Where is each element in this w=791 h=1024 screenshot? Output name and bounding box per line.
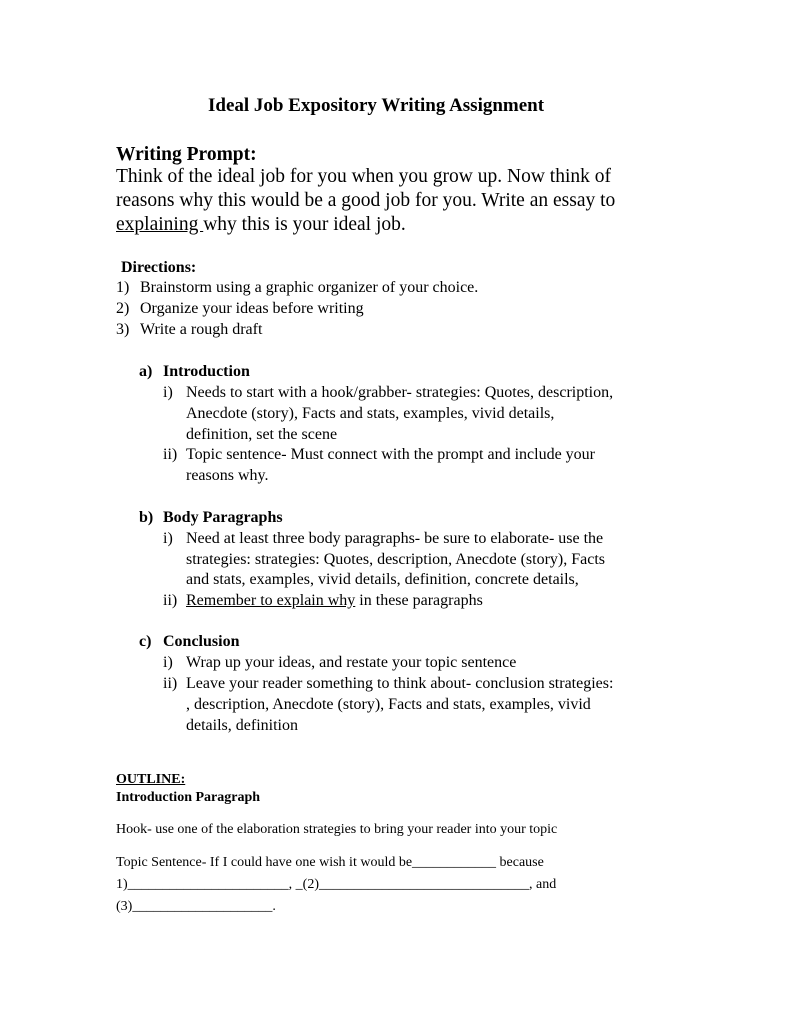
section-letter: b) bbox=[139, 509, 154, 526]
outline-heading: OUTLINE: bbox=[116, 772, 186, 787]
item-line: details, definition bbox=[186, 717, 298, 734]
item-num: i) bbox=[163, 530, 173, 547]
body-paragraphs-heading: Body Paragraphs bbox=[163, 509, 283, 526]
prompt-line-2: reasons why this would be a good job for you. Write an essay to bbox=[116, 190, 616, 211]
item-line: Wrap up your ideas, and restate your topic sentence bbox=[186, 654, 517, 671]
prompt-underlined-word: explaining bbox=[116, 214, 204, 235]
item-num: i) bbox=[163, 654, 173, 671]
prompt-line-1: Think of the ideal job for you when you grow up. Now think of bbox=[116, 166, 612, 187]
item-line: Topic sentence- Must connect with the prompt and include your bbox=[186, 446, 595, 463]
direction-step-num: 1) bbox=[116, 279, 130, 296]
item-line: Anecdote (story), Facts and stats, examples, vivid details, bbox=[186, 405, 555, 422]
direction-step-num: 3) bbox=[116, 321, 130, 338]
section-letter: a) bbox=[139, 363, 153, 380]
document-title: Ideal Job Expository Writing Assignment bbox=[208, 95, 545, 116]
topic-sentence-line-1: Topic Sentence- If I could have one wish it would be____________ because bbox=[116, 855, 544, 870]
item-num: i) bbox=[163, 384, 173, 401]
item-line bbox=[186, 593, 483, 609]
hook-line: Hook- use one of the elaboration strategies to bring your reader into your topic bbox=[116, 822, 558, 837]
item-line: Leave your reader something to think about- conclusion strategies: bbox=[186, 675, 614, 692]
item-num: ii) bbox=[163, 592, 178, 609]
item-line: strategies: strategies: Quotes, description, Anecdote (story), Facts bbox=[186, 551, 606, 568]
introduction-heading: Introduction bbox=[163, 363, 250, 380]
writing-prompt-heading: Writing Prompt: bbox=[116, 144, 257, 165]
prompt-line-3 bbox=[116, 215, 406, 235]
topic-sentence-line-2: 1)_______________________, _(2)______________________________, and bbox=[116, 877, 557, 892]
item-line: Needs to start with a hook/grabber- strategies: Quotes, description, bbox=[186, 384, 614, 401]
introduction-paragraph-subheading: Introduction Paragraph bbox=[116, 790, 261, 805]
direction-step-text: Write a rough draft bbox=[140, 321, 263, 338]
section-letter: c) bbox=[139, 633, 152, 650]
item-line: Need at least three body paragraphs- be sure to elaborate- use the bbox=[186, 530, 604, 547]
item-line-rest: in these paragraphs bbox=[355, 592, 483, 609]
item-num: ii) bbox=[163, 675, 178, 692]
direction-step-num: 2) bbox=[116, 300, 130, 317]
direction-step-text: Brainstorm using a graphic organizer of your choice. bbox=[140, 279, 479, 296]
underlined-phrase: Remember to explain why bbox=[186, 592, 356, 609]
direction-step-text: Organize your ideas before writing bbox=[140, 300, 364, 317]
item-num: ii) bbox=[163, 446, 178, 463]
item-line: , description, Anecdote (story), Facts and stats, examples, vivid bbox=[186, 696, 591, 713]
topic-sentence-line-3: (3)____________________. bbox=[116, 899, 276, 914]
item-line: reasons why. bbox=[186, 467, 269, 484]
directions-heading: Directions: bbox=[121, 259, 197, 276]
conclusion-heading: Conclusion bbox=[163, 633, 240, 650]
item-line: definition, set the scene bbox=[186, 426, 338, 443]
prompt-line-3-rest: why this is your ideal job. bbox=[203, 214, 406, 235]
item-line: and stats, examples, vivid details, definition, concrete details, bbox=[186, 571, 579, 588]
